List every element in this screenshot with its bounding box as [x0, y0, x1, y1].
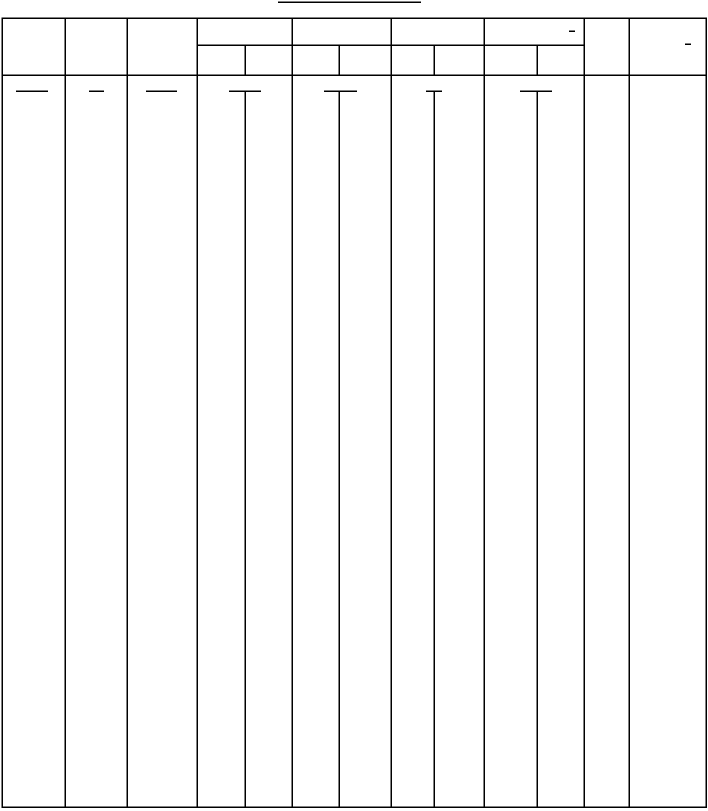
table-frame	[2, 18, 706, 807]
